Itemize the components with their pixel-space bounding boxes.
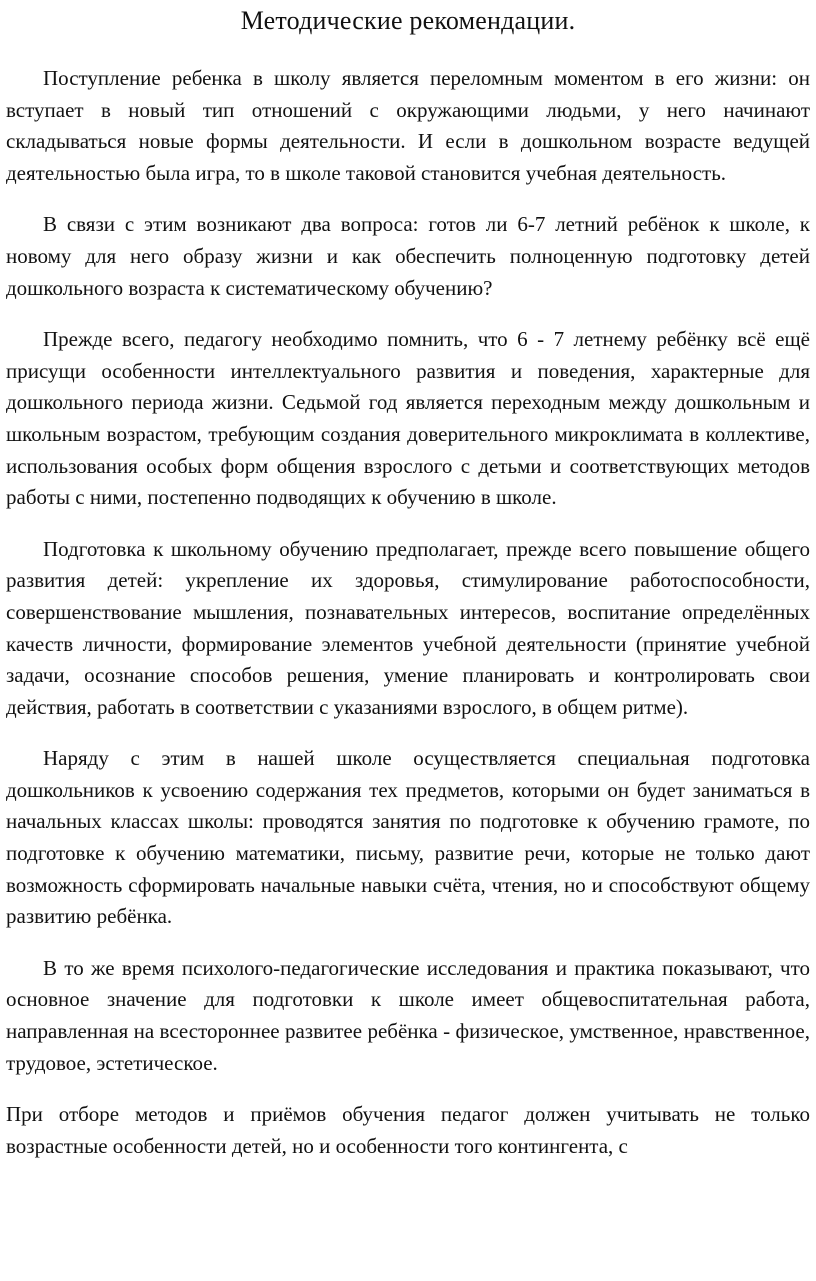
paragraph-general-education: В то же время психолого-педагогические исследования и практика показывают, что основное значение для подготовки к школе имеет общевоспитательная работа, направленная на всестороннее развитее ребёнка - физическое, умственное, нравственное, трудовое, эстетическое.: [6, 955, 810, 1075]
paragraph-two-questions: В связи с этим возникают два вопроса: готов ли 6-7 летний ребёнок к школе, к новому для него образу жизни и как обеспечить полноценную подготовку детей дошкольного возраста к систематическому обучению?: [6, 212, 810, 300]
paragraph-preparation: Подготовка к школьному обучению предполагает, прежде всего повышение общего развития детей: укрепление их здоровья, стимулирование работоспособности, совершенствование мышления, познавательных интересов, воспитание определённых качеств личности, формирование элементов учебной деятельности (принятие учебной задачи, осознание способов решения, умение планировать и контролировать свои действия, работать в соответствии с указаниями взрослого, в общем ритме).: [6, 536, 810, 719]
paragraph-school-entry: Поступление ребенка в школу является переломным моментом в его жизни: он вступает в новый тип отношений с окружающими людьми, у него начинают складываться новые формы деятельности. И если в дошкольном возрасте ведущей деятельностью была игра, то в школе таковой становится учебная деятельность.: [6, 66, 810, 185]
paragraph-method-selection: При отборе методов и приёмов обучения педагог должен учитывать не только возрастные особенности детей, но и особенности того контингента, с: [6, 1102, 810, 1158]
paragraph-special-training: Наряду с этим в нашей школе осуществляется специальная подготовка дошкольников к усвоению содержания тех предметов, которыми он будет заниматься в начальных классах школы: проводятся занятия по подготовке к обучению грамоте, по подготовке к обучению математики, письму, развитие речи, которые не только дают возможность сформировать начальные навыки счёта, чтения, но и способствуют общему развитию ребёнка.: [6, 746, 810, 929]
document-title: Методические рекомендации.: [240, 6, 576, 35]
paragraph-age-features: Прежде всего, педагогу необходимо помнить, что 6 - 7 летнему ребёнку всё ещё присущи особенности интеллектуального развития и поведения, характерные для дошкольного периода жизни. Седьмой год является переходным между дошкольным и школьным возрастом, требующим создания доверительного микроклимата в коллективе, использования особых форм общения взрослого с детьми и соответствующих методов работы с ними, постепенно подводящих к обучению в школе.: [6, 327, 810, 510]
